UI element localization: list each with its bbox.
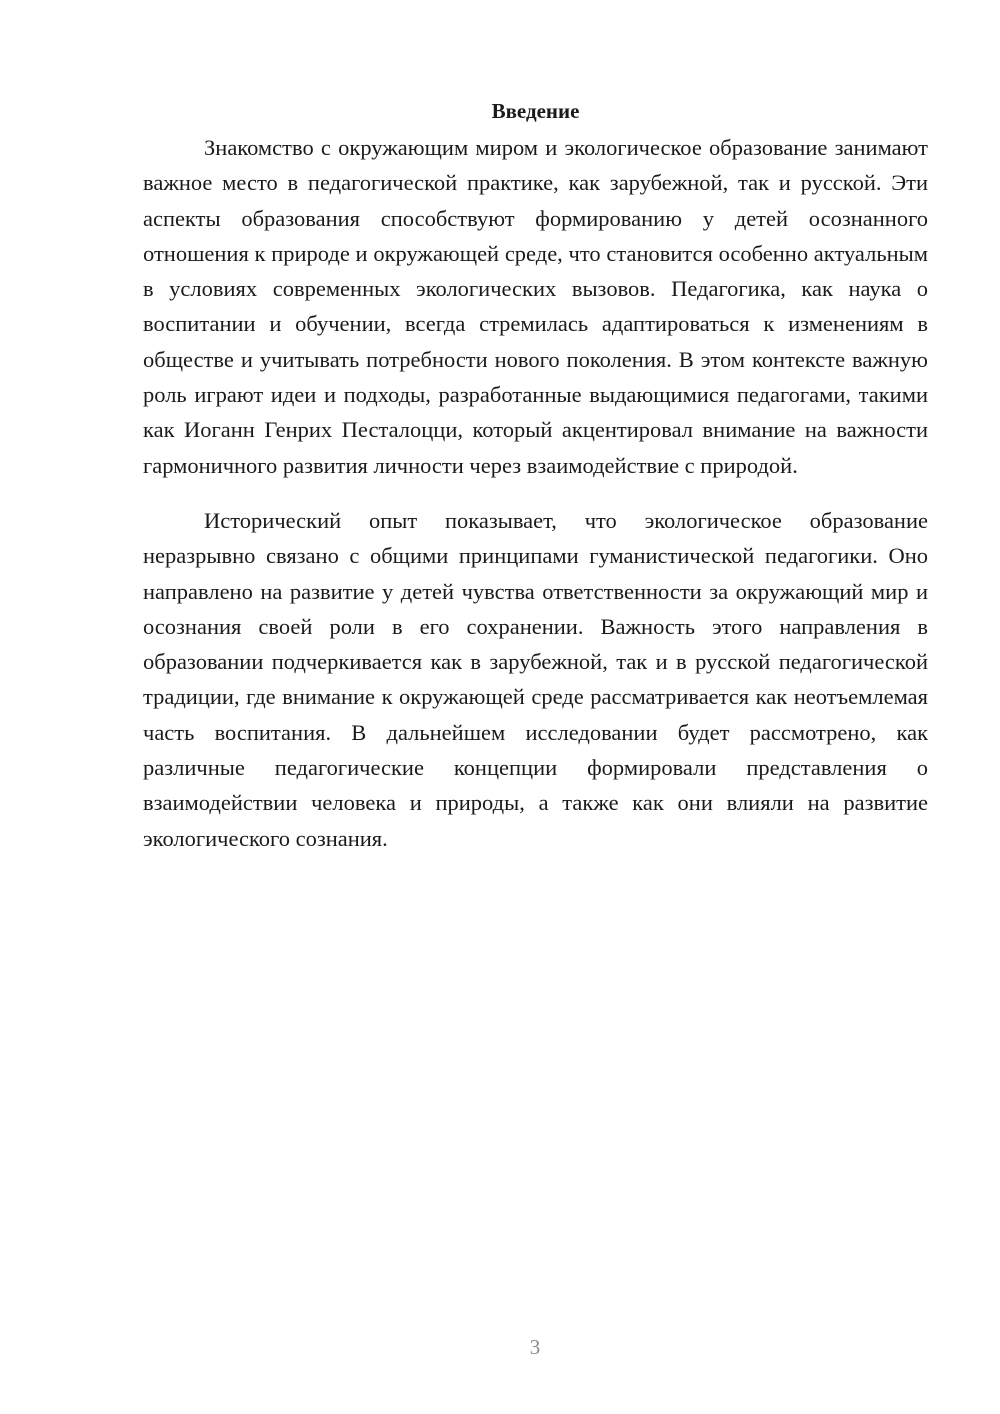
page-content [143,96,928,876]
page-number: 3 [529,1335,541,1359]
paragraph-2: Исторический опыт показывает, что экологическое образование неразрывно связано с общими принципами гуманистической педагогики. Оно направлено на развитие у детей чувства ответственности за окружающий мир и осознания своей роли в его сохранении. Важность этого направления в образовании подчеркивается как в зарубежной, так и в русской педагогической традиции, где внимание к окружающей среде рассматривается как неотъемлемая часть воспитания. В дальнейшем исследовании будет рассмотрено, как различные педагогические концепции формировали представления о взаимодействии человека и природы, а также как они влияли на развитие экологического сознания. [143,507,928,851]
paragraph-1: Знакомство с окружающим миром и экологическое образование занимают важное место в педагогической практике, как зарубежной, так и русской. Эти аспекты образования способствуют формированию у детей осознанного отношения к природе и окружающей среде, что становится особенно актуальным в условиях современных экологических вызовов. Педагогика, как наука о воспитании и обучении, всегда стремилась адаптироваться к изменениям в обществе и учитывать потребности нового поколения. В этом контексте важную роль играют идеи и подходы, разработанные выдающимися педагогами, такими как Иоганн Генрих Песталоцци, который акцентировал внимание на важности гармоничного развития личности через взаимодействие с природой. [143,135,928,478]
section-heading: Введение [491,99,580,123]
